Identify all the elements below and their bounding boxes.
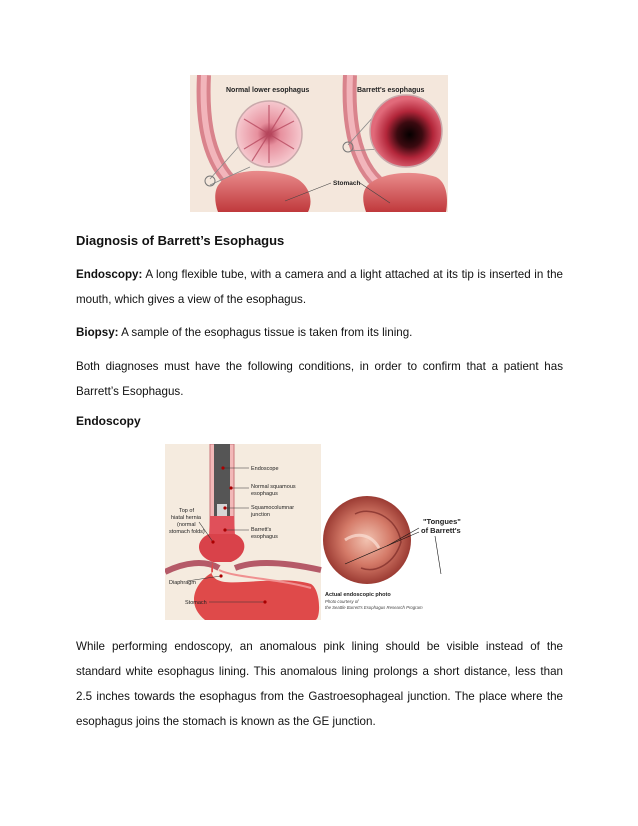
caption-credit-1: Photo courtesy of	[325, 599, 359, 604]
label-diaphragm: Diaphragm	[169, 580, 196, 586]
label-hernia-4: stomach folds)	[169, 529, 205, 535]
paragraph-endoscopy-findings: While performing endoscopy, an anomalous pink lining should be visible instead of the standard white esophagus lining. This anomalous lining prolongs a short distance, less than 2.5 inches towards the esophagus from the Gastroesophageal junction. The place where the esophagus joins the stomach is known as the GE junction.	[76, 640, 563, 728]
label-squamocolumnar-1: Squamocolumnar	[251, 505, 295, 511]
label-stomach-diagram: Stomach	[185, 600, 207, 606]
label-normal-squamous-2: esophagus	[251, 491, 278, 497]
label-normal-lower-esophagus: Normal lower esophagus	[226, 87, 310, 94]
caption-title: Actual endoscopic photo	[325, 592, 391, 598]
label-tongues-2: of Barrett's	[421, 526, 461, 535]
term-biopsy: Biopsy:	[76, 326, 119, 339]
subheading-endoscopy: Endoscopy	[76, 414, 141, 428]
endoscopy-diagram	[165, 444, 475, 620]
label-hernia-3: (normal	[177, 522, 196, 528]
paragraph-endoscopy-definition	[76, 262, 563, 312]
endoscopy-definition-text: A long flexible tube, with a camera and a light attached at its tip is inserted in the mouth, which gives a view of the esophagus.	[76, 268, 563, 306]
label-hernia-1: Top of	[179, 508, 194, 514]
paragraph-conditions: Both diagnoses must have the following conditions, in order to confirm that a patient has Barrett’s Esophagus.	[76, 360, 563, 398]
esophagus-comparison-illustration	[190, 75, 448, 212]
label-squamocolumnar-2: junction	[251, 512, 270, 518]
label-endoscope: Endoscope	[251, 466, 279, 472]
biopsy-definition-text: A sample of the esophagus tissue is taken from its lining.	[118, 326, 413, 339]
label-tongues-1: "Tongues"	[423, 517, 461, 526]
label-barretts-1: Barrett's	[251, 527, 272, 533]
caption-credit-2: the Seattle Barrett's Esophagus Research Program	[325, 605, 423, 610]
paragraph-biopsy-definition	[76, 320, 563, 345]
label-hernia-2: hiatal hernia	[171, 515, 201, 521]
label-barretts-2: esophagus	[251, 534, 278, 540]
label-normal-squamous-1: Normal squamous	[251, 484, 296, 490]
section-title: Diagnosis of Barrett’s Esophagus	[76, 233, 285, 248]
label-barretts-esophagus: Barrett's esophagus	[357, 87, 425, 94]
term-endoscopy: Endoscopy:	[76, 268, 143, 281]
label-stomach: Stomach	[333, 180, 361, 187]
